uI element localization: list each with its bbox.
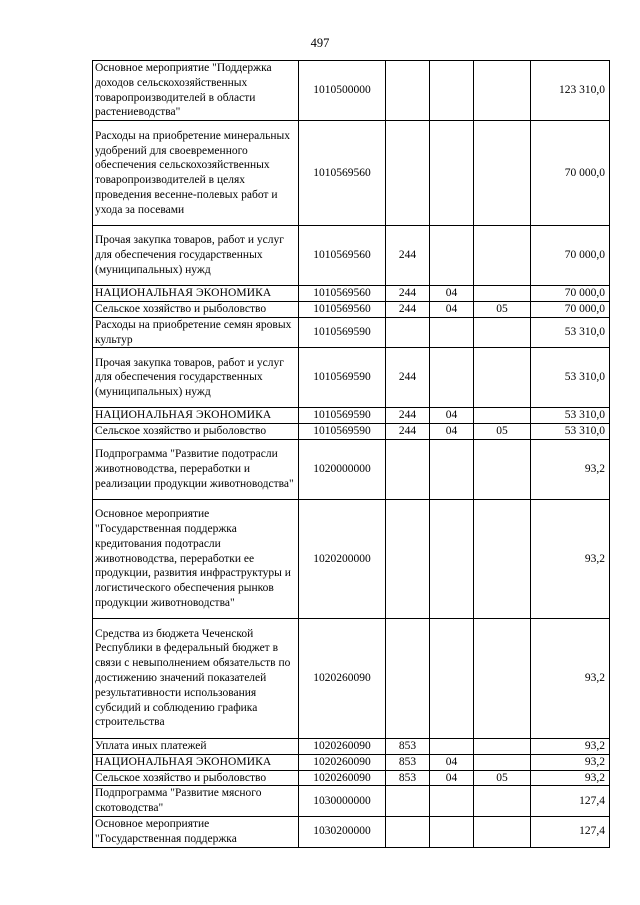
row-section-cell [430,499,474,618]
table-row [93,286,610,302]
row-amount-cell: 70 000,0 [531,121,610,226]
row-subsection-cell [474,499,531,618]
row-amount-cell: 93,2 [531,770,610,786]
page-number: 497 [310,36,330,50]
row-section-cell [430,226,474,286]
table-row [93,61,610,121]
row-code-cell: 1010569560 [299,226,386,286]
row-subsection-cell [474,286,531,302]
row-expense-type-cell: 853 [386,770,430,786]
row-subsection-cell [474,226,531,286]
row-amount-cell: 70 000,0 [531,301,610,317]
row-section-cell: 04 [430,424,474,440]
row-code-cell: 1010569590 [299,348,386,408]
row-subsection-cell [474,738,531,754]
row-amount-cell: 93,2 [531,499,610,618]
row-section-cell: 04 [430,770,474,786]
row-expense-type-cell: 244 [386,424,430,440]
row-code-cell: 1030000000 [299,786,386,817]
row-amount-cell: 93,2 [531,754,610,770]
table-row [93,408,610,424]
row-section-cell [430,61,474,121]
row-name-cell: Прочая закупка товаров, работ и услуг для обеспечения государственных (муниципальных) нужд [93,226,299,286]
row-section-cell: 04 [430,754,474,770]
row-name-cell: НАЦИОНАЛЬНАЯ ЭКОНОМИКА [93,754,299,770]
table-row [93,121,610,226]
row-expense-type-cell [386,786,430,817]
row-section-cell [430,317,474,348]
row-subsection-cell [474,348,531,408]
row-expense-type-cell: 244 [386,408,430,424]
row-section-cell: 04 [430,286,474,302]
row-expense-type-cell: 244 [386,286,430,302]
row-expense-type-cell [386,61,430,121]
row-code-cell: 1020260090 [299,770,386,786]
table-row [93,618,610,738]
row-code-cell: 1010569590 [299,317,386,348]
row-section-cell: 04 [430,408,474,424]
row-subsection-cell [474,408,531,424]
row-expense-type-cell [386,618,430,738]
row-code-cell: 1020260090 [299,754,386,770]
row-subsection-cell: 05 [474,424,531,440]
row-name-cell: Расходы на приобретение семян яровых культур [93,317,299,348]
row-name-cell: Средства из бюджета Чеченской Республики в федеральный бюджет в связи с невыполнением обязательств по достижению значений показателей результативности использования субсидий и соблюдению графика строительства [93,618,299,738]
row-name-cell: Основное мероприятие "Поддержка доходов сельскохозяйственных товаропроизводителей в области растениеводства" [93,61,299,121]
row-name-cell: Сельское хозяйство и рыболовство [93,424,299,440]
row-amount-cell: 127,4 [531,816,610,847]
row-code-cell: 1010569590 [299,408,386,424]
row-subsection-cell [474,121,531,226]
row-section-cell [430,439,474,499]
row-section-cell [430,121,474,226]
row-subsection-cell [474,439,531,499]
row-amount-cell: 127,4 [531,786,610,817]
row-code-cell: 1010569560 [299,121,386,226]
row-section-cell [430,816,474,847]
row-code-cell: 1020260090 [299,738,386,754]
row-code-cell: 1010569590 [299,424,386,440]
row-expense-type-cell [386,499,430,618]
row-code-cell: 1020000000 [299,439,386,499]
row-name-cell: Подпрограмма "Развитие мясного скотоводства" [93,786,299,817]
table-row [93,816,610,847]
row-code-cell: 1010500000 [299,61,386,121]
row-name-cell: Расходы на приобретение минеральных удобрений для своевременного обеспечения сельскохозяйственных товаропроизводителей в целях проведения весенне-полевых работ и ухода за посевами [93,121,299,226]
row-subsection-cell [474,816,531,847]
row-code-cell: 1020260090 [299,618,386,738]
row-name-cell: Подпрограмма "Развитие подотрасли животноводства, переработки и реализации продукции животноводства" [93,439,299,499]
table-row [93,499,610,618]
row-section-cell [430,738,474,754]
row-code-cell: 1010569560 [299,286,386,302]
table-row [93,770,610,786]
row-section-cell: 04 [430,301,474,317]
row-name-cell: Основное мероприятие "Государственная поддержка [93,816,299,847]
row-amount-cell: 93,2 [531,439,610,499]
row-amount-cell: 53 310,0 [531,424,610,440]
table-row [93,786,610,817]
row-name-cell: Основное мероприятие "Государственная поддержка кредитования подотрасли животноводства, переработки ее продукции, развития инфраструктуры и логистического обеспечения рынков продукции животноводства" [93,499,299,618]
row-amount-cell: 123 310,0 [531,61,610,121]
row-subsection-cell [474,317,531,348]
row-section-cell [430,786,474,817]
table-row [93,439,610,499]
budget-table-body [93,61,610,848]
table-row [93,424,610,440]
row-code-cell: 1030200000 [299,816,386,847]
row-name-cell: Сельское хозяйство и рыболовство [93,301,299,317]
row-expense-type-cell [386,317,430,348]
row-expense-type-cell: 853 [386,738,430,754]
row-code-cell: 1010569560 [299,301,386,317]
row-name-cell: Прочая закупка товаров, работ и услуг для обеспечения государственных (муниципальных) нужд [93,348,299,408]
row-amount-cell: 53 310,0 [531,317,610,348]
table-row [93,754,610,770]
row-expense-type-cell: 244 [386,348,430,408]
row-name-cell: Уплата иных платежей [93,738,299,754]
row-subsection-cell: 05 [474,770,531,786]
row-subsection-cell [474,61,531,121]
row-amount-cell: 70 000,0 [531,226,610,286]
row-expense-type-cell [386,439,430,499]
table-row [93,348,610,408]
row-name-cell: НАЦИОНАЛЬНАЯ ЭКОНОМИКА [93,286,299,302]
row-subsection-cell [474,754,531,770]
row-subsection-cell [474,618,531,738]
row-section-cell [430,618,474,738]
row-expense-type-cell [386,816,430,847]
table-row [93,301,610,317]
row-expense-type-cell: 244 [386,301,430,317]
table-row [93,226,610,286]
row-amount-cell: 53 310,0 [531,408,610,424]
row-code-cell: 1020200000 [299,499,386,618]
row-section-cell [430,348,474,408]
row-name-cell: НАЦИОНАЛЬНАЯ ЭКОНОМИКА [93,408,299,424]
row-subsection-cell: 05 [474,301,531,317]
budget-table [92,60,610,848]
table-row [93,738,610,754]
row-name-cell: Сельское хозяйство и рыболовство [93,770,299,786]
row-subsection-cell [474,786,531,817]
row-amount-cell: 93,2 [531,738,610,754]
row-amount-cell: 93,2 [531,618,610,738]
row-expense-type-cell: 853 [386,754,430,770]
row-amount-cell: 70 000,0 [531,286,610,302]
row-amount-cell: 53 310,0 [531,348,610,408]
table-row [93,317,610,348]
row-expense-type-cell [386,121,430,226]
row-expense-type-cell: 244 [386,226,430,286]
